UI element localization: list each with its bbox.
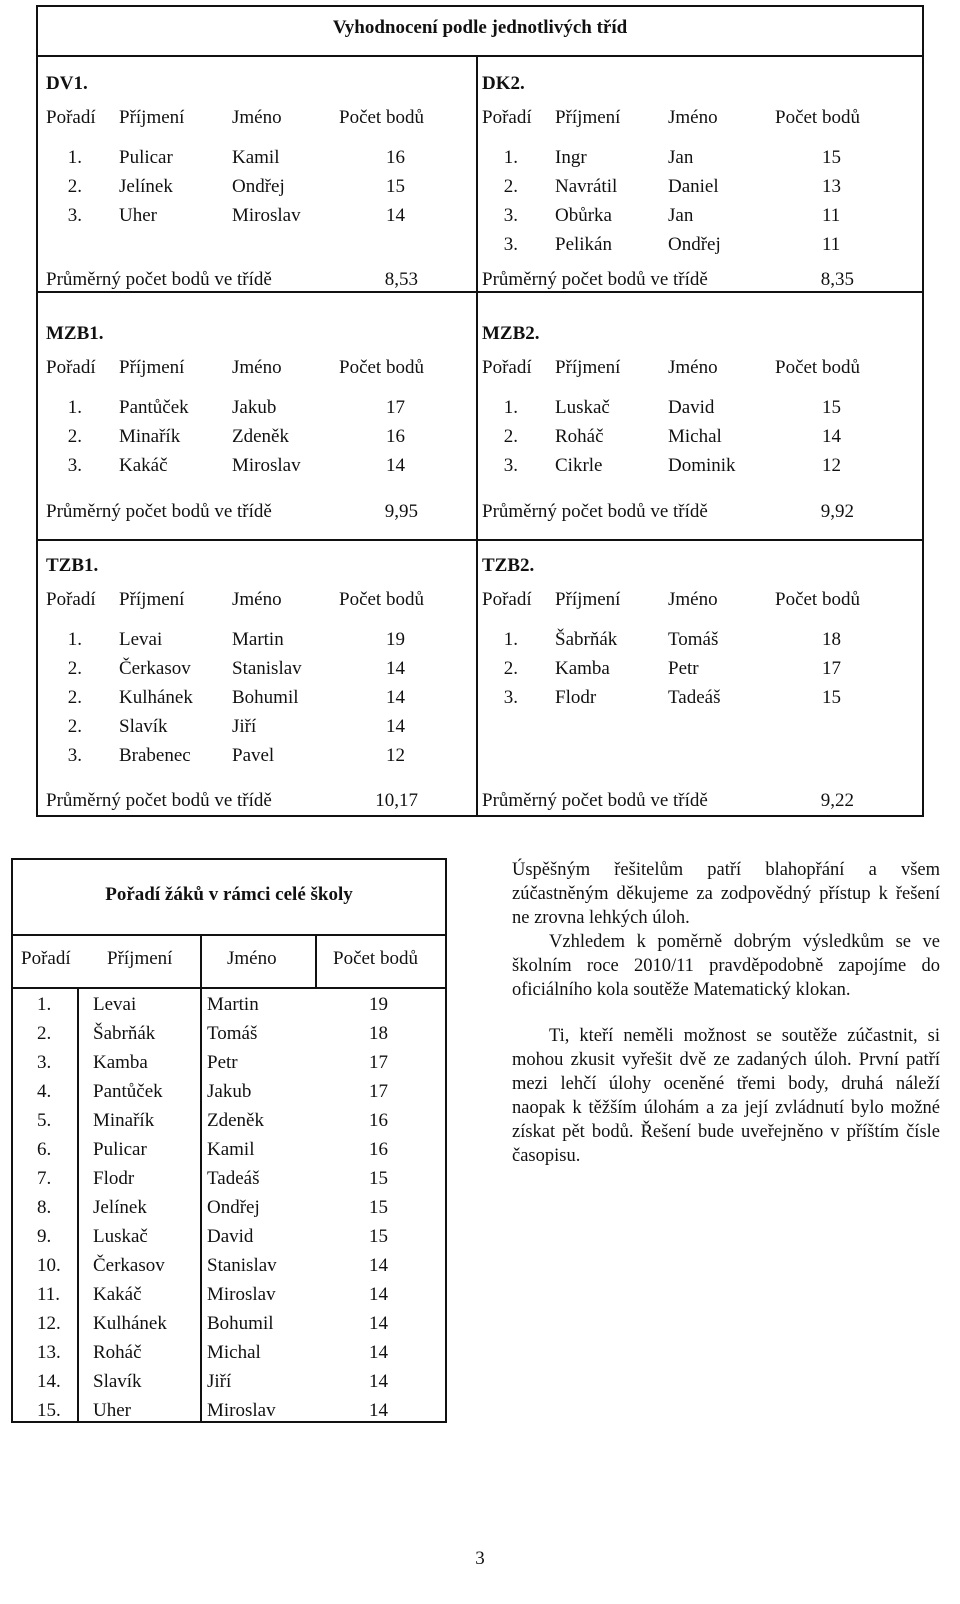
rank-cell: 1. <box>67 629 82 650</box>
points-cell: 14 <box>369 1313 388 1334</box>
points-cell: 18 <box>822 629 841 650</box>
title-divider <box>38 55 922 57</box>
name-cell: Stanislav <box>232 658 302 679</box>
surname-cell: Roháč <box>555 426 604 447</box>
closing-note <box>512 858 940 1168</box>
points-cell: 16 <box>386 426 405 447</box>
rank-cell: 7. <box>37 1168 52 1189</box>
rank-cell: 1. <box>37 994 52 1015</box>
class-average-value: 10,17 <box>375 790 418 811</box>
class-average-value: 8,53 <box>384 269 418 290</box>
name-cell: Miroslav <box>232 455 301 476</box>
points-cell: 15 <box>822 687 841 708</box>
title-divider <box>13 934 445 936</box>
surname-cell: Šabrňák <box>93 1023 156 1044</box>
name-cell: Jakub <box>207 1081 252 1102</box>
page-title: Vyhodnocení podle jednotlivých tříd <box>332 17 628 38</box>
class-name: TZB1. <box>46 555 99 576</box>
class-average-label: Průměrný počet bodů ve třídě <box>482 501 708 522</box>
row-divider <box>38 539 922 541</box>
rank-cell: 2. <box>503 658 518 679</box>
surname-cell: Pantůček <box>119 397 189 418</box>
name-cell: Jiří <box>207 1371 232 1392</box>
name-cell: Jakub <box>232 397 277 418</box>
points-cell: 15 <box>369 1168 388 1189</box>
name-cell: Dominik <box>668 455 736 476</box>
name-cell: Jan <box>668 205 694 226</box>
class-name: MZB2. <box>482 323 540 344</box>
header-name: Jméno <box>668 107 718 128</box>
class-average-label: Průměrný počet bodů ve třídě <box>46 269 272 290</box>
points-cell: 12 <box>386 745 405 766</box>
name-cell: Bohumil <box>207 1313 274 1334</box>
class-average-value: 9,95 <box>384 501 418 522</box>
header-rank: Pořadí <box>46 357 96 378</box>
surname-cell: Kamba <box>555 658 610 679</box>
surname-cell: Flodr <box>93 1168 135 1189</box>
header-rank: Pořadí <box>46 107 96 128</box>
rank-cell: 3. <box>67 745 82 766</box>
surname-cell: Kamba <box>93 1052 148 1073</box>
points-cell: 14 <box>386 455 405 476</box>
header-rank: Pořadí <box>482 589 532 610</box>
surname-cell: Obůrka <box>555 205 612 226</box>
name-cell: Tomáš <box>668 629 719 650</box>
header-surname: Příjmení <box>119 357 185 378</box>
name-cell: Michal <box>207 1342 261 1363</box>
column-divider <box>476 55 478 815</box>
surname-cell: Cikrle <box>555 455 603 476</box>
name-cell: Tadeáš <box>668 687 721 708</box>
rank-cell: 1. <box>503 397 518 418</box>
surname-cell: Pulicar <box>119 147 173 168</box>
name-cell: Martin <box>232 629 284 650</box>
points-cell: 15 <box>822 147 841 168</box>
name-cell: Tadeáš <box>207 1168 260 1189</box>
points-cell: 15 <box>822 397 841 418</box>
points-cell: 16 <box>369 1110 388 1131</box>
header-points: Počet bodů <box>775 357 860 378</box>
surname-cell: Brabenec <box>119 745 191 766</box>
rank-cell: 2. <box>67 687 82 708</box>
header-surname: Příjmení <box>119 589 185 610</box>
note-paragraph: Vzhledem k poměrně dobrým výsledkům se ve školním roce 2010/11 pravděpodobně zapojíme do oficiálního kola soutěže Matematický klokan. <box>512 932 940 1000</box>
name-cell: David <box>207 1226 254 1247</box>
surname-cell: Čerkasov <box>93 1255 165 1276</box>
surname-cell: Slavík <box>93 1371 142 1392</box>
name-cell: Ondřej <box>232 176 285 197</box>
row-divider <box>38 291 922 293</box>
rank-cell: 12. <box>37 1313 61 1334</box>
header-rank: Pořadí <box>482 357 532 378</box>
surname-cell: Uher <box>93 1400 131 1421</box>
name-cell: Ondřej <box>668 234 721 255</box>
points-cell: 14 <box>369 1284 388 1305</box>
name-cell: Miroslav <box>207 1284 276 1305</box>
surname-cell: Pulicar <box>93 1139 147 1160</box>
name-cell: Jan <box>668 147 694 168</box>
name-cell: Kamil <box>207 1139 255 1160</box>
points-cell: 16 <box>369 1139 388 1160</box>
points-cell: 14 <box>386 716 405 737</box>
header-surname: Příjmení <box>555 107 621 128</box>
header-points: Počet bodů <box>339 589 424 610</box>
name-cell: Petr <box>207 1052 238 1073</box>
points-cell: 14 <box>369 1371 388 1392</box>
header-name: Jméno <box>227 948 277 969</box>
points-cell: 17 <box>386 397 405 418</box>
header-points: Počet bodů <box>339 357 424 378</box>
rank-cell: 9. <box>37 1226 52 1247</box>
name-cell: Daniel <box>668 176 719 197</box>
rank-cell: 1. <box>67 397 82 418</box>
name-cell: Zdeněk <box>232 426 289 447</box>
class-name: DV1. <box>46 73 88 94</box>
points-cell: 11 <box>822 205 841 226</box>
name-cell: Tomáš <box>207 1023 258 1044</box>
header-surname: Příjmení <box>119 107 185 128</box>
rank-cell: 3. <box>503 234 518 255</box>
name-cell: Michal <box>668 426 722 447</box>
surname-cell: Čerkasov <box>119 658 191 679</box>
rank-cell: 1. <box>503 629 518 650</box>
name-cell: Ondřej <box>207 1197 260 1218</box>
surname-cell: Jelínek <box>93 1197 147 1218</box>
surname-cell: Slavík <box>119 716 168 737</box>
rank-cell: 2. <box>67 426 82 447</box>
rank-cell: 10. <box>37 1255 61 1276</box>
points-cell: 14 <box>369 1255 388 1276</box>
header-surname: Příjmení <box>555 589 621 610</box>
name-cell: Miroslav <box>207 1400 276 1421</box>
surname-cell: Pantůček <box>93 1081 163 1102</box>
rank-cell: 3. <box>503 455 518 476</box>
column-divider <box>200 934 202 1421</box>
name-cell: Martin <box>207 994 259 1015</box>
header-name: Jméno <box>668 357 718 378</box>
header-rank: Pořadí <box>21 948 71 969</box>
points-cell: 13 <box>822 176 841 197</box>
rank-cell: 2. <box>503 426 518 447</box>
rank-cell: 1. <box>503 147 518 168</box>
school-ranking-box <box>11 858 447 1423</box>
rank-cell: 11. <box>37 1284 61 1305</box>
rank-cell: 3. <box>67 205 82 226</box>
class-name: DK2. <box>482 73 525 94</box>
surname-cell: Levai <box>119 629 163 650</box>
rank-cell: 2. <box>67 658 82 679</box>
surname-cell: Jelínek <box>119 176 173 197</box>
surname-cell: Roháč <box>93 1342 142 1363</box>
points-cell: 14 <box>386 658 405 679</box>
surname-cell: Kakáč <box>93 1284 142 1305</box>
surname-cell: Luskač <box>93 1226 148 1247</box>
header-points: Počet bodů <box>333 948 418 969</box>
school-ranking-title: Pořadí žáků v rámci celé školy <box>105 884 353 905</box>
points-cell: 14 <box>369 1400 388 1421</box>
page-number: 3 <box>475 1548 485 1569</box>
rank-cell: 13. <box>37 1342 61 1363</box>
surname-cell: Kakáč <box>119 455 168 476</box>
points-cell: 14 <box>386 205 405 226</box>
class-name: MZB1. <box>46 323 104 344</box>
header-points: Počet bodů <box>775 107 860 128</box>
column-divider <box>77 987 79 1421</box>
surname-cell: Levai <box>93 994 137 1015</box>
name-cell: David <box>668 397 715 418</box>
rank-cell: 2. <box>503 176 518 197</box>
points-cell: 19 <box>369 994 388 1015</box>
rank-cell: 2. <box>67 716 82 737</box>
header-points: Počet bodů <box>775 589 860 610</box>
surname-cell: Šabrňák <box>555 629 618 650</box>
header-surname: Příjmení <box>555 357 621 378</box>
class-name: TZB2. <box>482 555 535 576</box>
class-average-value: 8,35 <box>820 269 854 290</box>
note-paragraph: Ti, kteří neměli možnost se soutěže zúčastnit, si mohou zkusit vyřešit dvě ze zadaných úloh. První patří mezi lehčí úlohy oceněné třemi body, druhá náleží naopak k těžším úlohám a za její zvládnutí bylo možné získat pět bodů. Řešení bude uveřejněno v příštím čísle časopisu. <box>512 1026 940 1166</box>
name-cell: Jiří <box>232 716 257 737</box>
class-results-box <box>36 5 924 817</box>
rank-cell: 4. <box>37 1081 52 1102</box>
name-cell: Pavel <box>232 745 275 766</box>
class-average-label: Průměrný počet bodů ve třídě <box>482 269 708 290</box>
rank-cell: 3. <box>37 1052 52 1073</box>
surname-cell: Flodr <box>555 687 597 708</box>
surname-cell: Navrátil <box>555 176 618 197</box>
name-cell: Zdeněk <box>207 1110 264 1131</box>
header-surname: Příjmení <box>107 948 173 969</box>
surname-cell: Kulhánek <box>119 687 193 708</box>
points-cell: 14 <box>822 426 841 447</box>
points-cell: 17 <box>369 1081 388 1102</box>
points-cell: 11 <box>822 234 841 255</box>
rank-cell: 2. <box>67 176 82 197</box>
points-cell: 14 <box>386 687 405 708</box>
rank-cell: 8. <box>37 1197 52 1218</box>
rank-cell: 3. <box>503 205 518 226</box>
rank-cell: 15. <box>37 1400 61 1421</box>
points-cell: 18 <box>369 1023 388 1044</box>
points-cell: 15 <box>369 1197 388 1218</box>
header-name: Jméno <box>668 589 718 610</box>
surname-cell: Minařík <box>119 426 181 447</box>
rank-cell: 6. <box>37 1139 52 1160</box>
rank-cell: 3. <box>67 455 82 476</box>
class-average-label: Průměrný počet bodů ve třídě <box>482 790 708 811</box>
points-cell: 17 <box>369 1052 388 1073</box>
surname-cell: Pelikán <box>555 234 612 255</box>
surname-cell: Kulhánek <box>93 1313 167 1334</box>
surname-cell: Uher <box>119 205 157 226</box>
header-points: Počet bodů <box>339 107 424 128</box>
name-cell: Stanislav <box>207 1255 277 1276</box>
rank-cell: 14. <box>37 1371 61 1392</box>
name-cell: Kamil <box>232 147 280 168</box>
points-cell: 15 <box>369 1226 388 1247</box>
header-name: Jméno <box>232 357 282 378</box>
header-name: Jméno <box>232 107 282 128</box>
header-name: Jméno <box>232 589 282 610</box>
points-cell: 15 <box>386 176 405 197</box>
class-average-label: Průměrný počet bodů ve třídě <box>46 790 272 811</box>
header-rank: Pořadí <box>46 589 96 610</box>
surname-cell: Minařík <box>93 1110 155 1131</box>
rank-cell: 1. <box>67 147 82 168</box>
name-cell: Petr <box>668 658 699 679</box>
points-cell: 16 <box>386 147 405 168</box>
header-rank: Pořadí <box>482 107 532 128</box>
surname-cell: Ingr <box>555 147 587 168</box>
note-paragraph: Úspěšným řešitelům patří blahopřání a všem zúčastněným děkujeme za zodpovědný přístup k řešení ne zrovna lehkých úloh. <box>512 860 940 928</box>
column-divider <box>315 934 317 987</box>
class-average-value: 9,92 <box>820 501 854 522</box>
points-cell: 19 <box>386 629 405 650</box>
class-average-label: Průměrný počet bodů ve třídě <box>46 501 272 522</box>
rank-cell: 2. <box>37 1023 52 1044</box>
points-cell: 12 <box>822 455 841 476</box>
rank-cell: 5. <box>37 1110 52 1131</box>
class-average-value: 9,22 <box>820 790 854 811</box>
rank-cell: 3. <box>503 687 518 708</box>
points-cell: 14 <box>369 1342 388 1363</box>
name-cell: Miroslav <box>232 205 301 226</box>
surname-cell: Luskač <box>555 397 610 418</box>
name-cell: Bohumil <box>232 687 299 708</box>
points-cell: 17 <box>822 658 841 679</box>
